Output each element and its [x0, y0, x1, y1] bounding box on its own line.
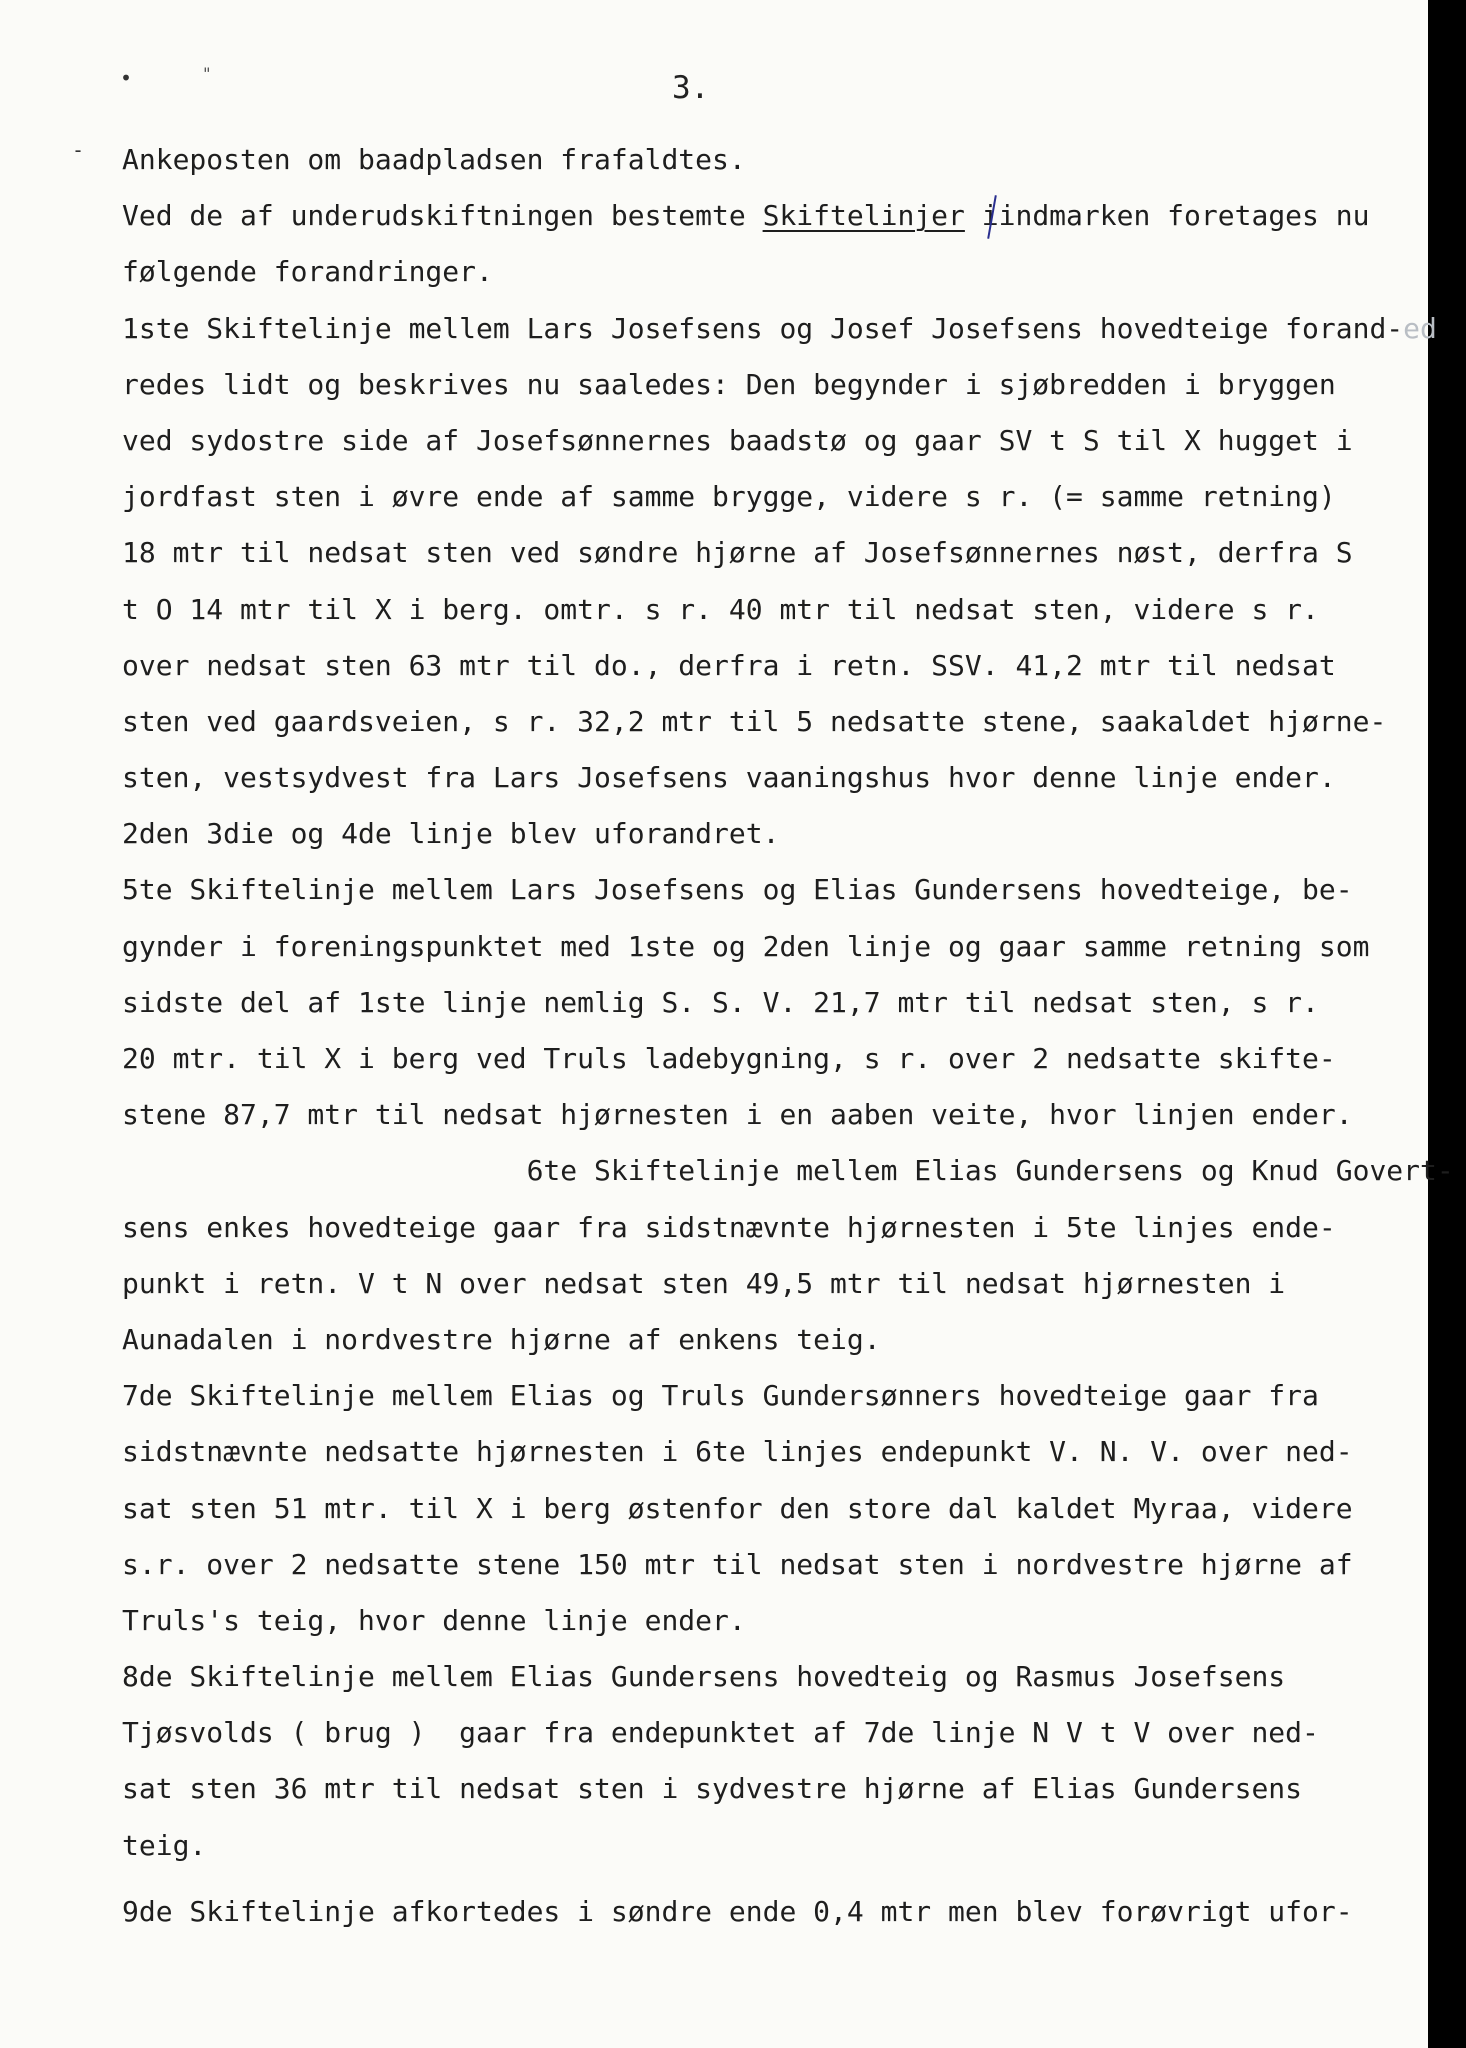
text-line: Ankeposten om baadpladsen frafaldtes. [122, 143, 746, 176]
text-line: sens enkes hovedteige gaar fra sidstnævnte hjørnesten i 5te linjes ende- [122, 1210, 1336, 1244]
text-line: Truls's teig, hvor denne linje ender. [122, 1603, 746, 1637]
page-number: 3. [672, 70, 710, 106]
text-line: sten, vestsydvest fra Lars Josefsens vaaningshus hvor denne linje ender. [122, 761, 1336, 795]
text-line: 2den 3die og 4de linje blev uforandret. [122, 817, 780, 851]
text-line [122, 188, 1412, 244]
text-line: 5te Skiftelinje mellem Lars Josefsens og Elias Gundersens hovedteige, be- [122, 873, 1353, 907]
text-line: redes lidt og beskrives nu saaledes: Den begynder i sjøbredden i bryggen [122, 367, 1336, 401]
text-line: t O 14 mtr til X i berg. omtr. s r. 40 mtr til nedsat sten, videre s r. [122, 592, 1319, 626]
margin-dot-mark: • [120, 66, 133, 90]
underlined-word-skiftelinjer: Skiftelinjer [762, 199, 965, 233]
text-segment: indmarken foretages nu [998, 199, 1370, 233]
margin-dash-mark: - [72, 138, 85, 162]
text-line: stene 87,7 mtr til nedsat hjørnesten i en aaben veite, hvor linjen ender. [122, 1098, 1353, 1132]
text-line: teig. [122, 1828, 207, 1862]
faint-overflow-text: ed [1403, 311, 1437, 345]
text-line: s.r. over 2 nedsatte stene 150 mtr til nedsat sten i nordvestre hjørne af [122, 1547, 1353, 1581]
margin-quote-mark: " [202, 64, 212, 83]
text-line [122, 301, 1437, 357]
text-line: følgende forandringer. [122, 255, 493, 289]
text-line: 18 mtr til nedsat sten ved søndre hjørne af Josefsønnernes nøst, derfra S [122, 536, 1353, 570]
text-line: 9de Skiftelinje afkortedes i søndre ende 0,4 mtr men blev forøvrigt ufor- [122, 1894, 1353, 1928]
text-line: Aunadalen i nordvestre hjørne af enkens teig. [122, 1322, 881, 1356]
text-segment: Ved de af underudskiftningen bestemte [122, 199, 763, 233]
typed-text-body [122, 132, 1454, 1940]
text-line: sat sten 51 mtr. til X i berg østenfor den store dal kaldet Myraa, videre [122, 1491, 1353, 1525]
text-line: sat sten 36 mtr til nedsat sten i sydvestre hjørne af Elias Gundersens [122, 1772, 1303, 1806]
text-line: gynder i foreningspunktet med 1ste og 2den linje og gaar samme retning som [122, 929, 1370, 963]
text-line: sten ved gaardsveien, s r. 32,2 mtr til 5 nedsatte stene, saakaldet hjørne- [122, 704, 1387, 738]
text-line: 8de Skiftelinje mellem Elias Gundersens hovedteig og Rasmus Josefsens [122, 1660, 1286, 1694]
text-line: punkt i retn. V t N over nedsat sten 49,5 mtr til nedsat hjørnesten i [122, 1266, 1286, 1300]
text-line: ved sydostre side af Josefsønnernes baadstø og gaar SV t S til X hugget i [122, 423, 1353, 457]
text-line: over nedsat sten 63 mtr til do., derfra i retn. SSV. 41,2 mtr til nedsat [122, 648, 1336, 682]
blank-line [122, 1874, 1412, 1884]
text-line: Tjøsvolds ( brug ) gaar fra endepunktet af 7de linje N V t V over ned- [122, 1716, 1319, 1750]
text-line: jordfast sten i øvre ende af samme brygge, videre s r. (= samme retning) [122, 480, 1336, 514]
text-line: sidstnævnte nedsatte hjørnesten i 6te linjes endepunkt V. N. V. over ned- [122, 1435, 1353, 1469]
text-line: 6te Skiftelinje mellem Elias Gundersens og Knud Govert- [122, 1154, 1454, 1188]
text-segment: i [964, 199, 999, 233]
text-segment: 1ste Skiftelinje mellem Lars Josefsens og Josef Josefsens hovedteige forand- [122, 311, 1404, 345]
text-line: 20 mtr. til X i berg ved Truls ladebygning, s r. over 2 nedsatte skifte- [122, 1042, 1336, 1075]
text-line: sidste del af 1ste linje nemlig S. S. V. 21,7 mtr til nedsat sten, s r. [122, 985, 1319, 1019]
text-line: 7de Skiftelinje mellem Elias og Truls Gundersønners hovedteige gaar fra [122, 1379, 1319, 1413]
